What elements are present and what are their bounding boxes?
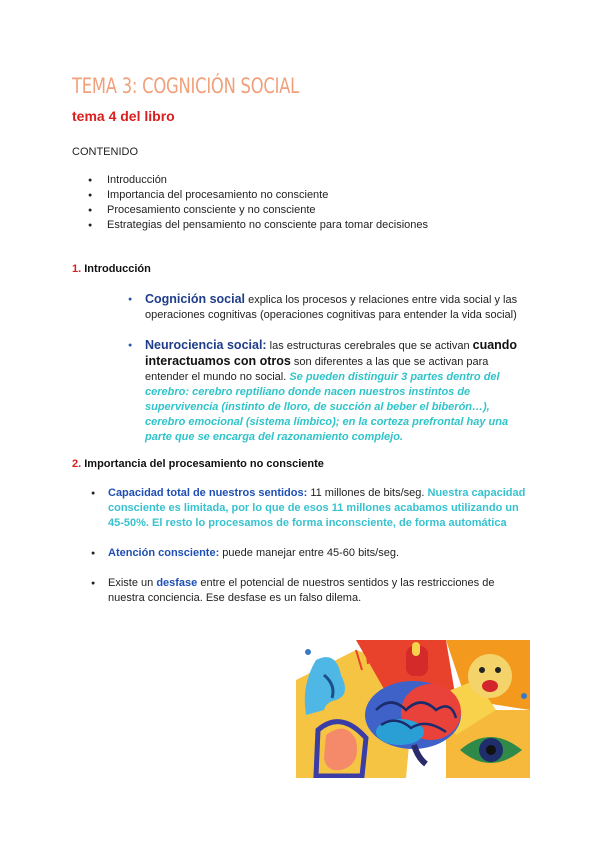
brain-senses-illustration <box>296 640 530 778</box>
item-text: explica los procesos y relaciones entre vida social y las operaciones cognitivas (operaciones cognitivas para entender la vida social) <box>145 294 518 321</box>
list-item <box>108 486 528 531</box>
decorative-dot <box>305 649 311 655</box>
term-cognicion-social: Cognición social <box>145 292 246 306</box>
list-item <box>108 576 528 606</box>
highlight-text: Se pueden distinguir 3 partes dentro del cerebro: cerebro reptiliano donde nacen nuestros instintos de supervivencia (instinto de lloro, de succión al beber el biberón…), cerebro emocional (sistema límbico); en la corteza prefrontal hay una parte que se encarga del razonamiento complejo. <box>145 371 509 443</box>
face-eye <box>479 667 485 673</box>
eye-pupil <box>486 745 496 755</box>
section-number: 1. <box>72 263 82 275</box>
section1-list <box>145 292 525 445</box>
finger-shape <box>412 642 420 656</box>
section2-list <box>108 486 528 606</box>
toc-item: ● Importancia del procesamiento no consciente <box>88 188 428 203</box>
list-item <box>145 338 525 445</box>
section-number: 2. <box>72 458 82 470</box>
highlight-text: Nuestra capacidad consciente es limitada, por lo que de esos 11 millones acabamos utilizando un 45-50%. El resto lo procesamos de forma inconsciente, de forma automática <box>108 487 526 529</box>
item-text: entre el potencial de nuestros sentidos y las restricciones de nuestra conciencia. Ese desfase es un falso dilema. <box>108 577 495 604</box>
toc-item: ● Introducción <box>88 173 428 188</box>
page-subtitle: tema 4 del libro <box>72 108 175 124</box>
section-heading-2 <box>72 458 324 470</box>
decorative-dot <box>521 693 527 699</box>
term-neurociencia-social: Neurociencia social: <box>145 338 267 352</box>
emphasis-text: cuando interactuamos con otros <box>145 338 518 368</box>
toc-item: ● Estrategias del pensamiento no consciente para tomar decisiones <box>88 218 428 233</box>
face-eye <box>495 667 501 673</box>
item-text: las estructuras cerebrales que se activan <box>266 340 473 352</box>
section-title: Importancia del procesamiento no consciente <box>84 458 324 470</box>
list-item <box>145 292 525 323</box>
list-item <box>108 546 528 561</box>
table-of-contents <box>88 173 428 233</box>
item-text: 11 millones de bits/seg. <box>307 487 428 499</box>
term-atencion-consciente: Atención consciente: <box>108 547 220 559</box>
term-capacidad-total: Capacidad total de nuestros sentidos: <box>108 487 308 499</box>
mouth-icon <box>482 680 498 692</box>
contents-label: CONTENIDO <box>72 146 138 158</box>
toc-item: ● Procesamiento consciente y no consciente <box>88 203 428 218</box>
item-text: son diferentes a las que se activan para entender el mundo no social. <box>145 356 489 383</box>
item-text: Existe un <box>108 577 157 589</box>
page-title: TEMA 3: COGNICIÓN SOCIAL <box>72 74 300 98</box>
item-text: puede manejar entre 45-60 bits/seg. <box>219 547 400 559</box>
section-title: Introducción <box>84 263 151 275</box>
term-desfase: desfase <box>156 577 198 589</box>
section-heading-1 <box>72 263 151 275</box>
